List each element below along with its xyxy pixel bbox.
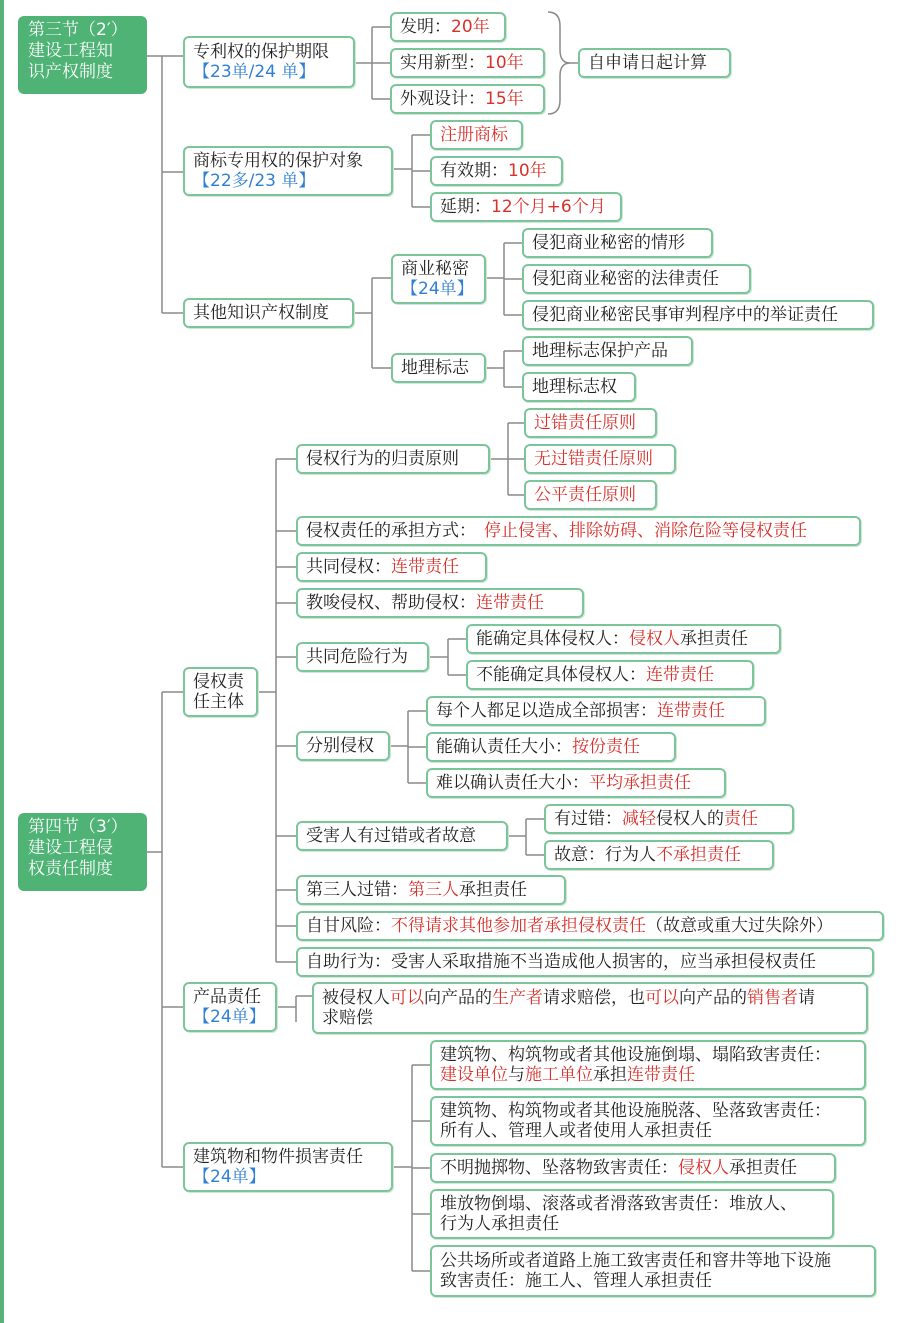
- patent-protection-node: [183, 36, 355, 88]
- building-item-3-red: 侵权人: [678, 1158, 729, 1178]
- imputation-principle-node: [296, 444, 490, 474]
- building-item-3: [430, 1153, 836, 1183]
- liability-form-node: [296, 516, 861, 546]
- product-claim-r1: 可以: [390, 988, 424, 1008]
- utility-value: 10年: [485, 53, 524, 73]
- validity-value: 10年: [508, 161, 547, 181]
- section3-title-line3: 识产权制度: [28, 62, 113, 82]
- patent-exam-tag: 【23单/24 单】: [193, 62, 316, 82]
- trade-secret-tag: 【24单】: [401, 279, 474, 299]
- self-help-node: [296, 947, 874, 977]
- utility-key: 实用新型：: [400, 53, 485, 73]
- assumption-risk-red: 不得请求其他参加者承担侵权责任: [391, 916, 646, 936]
- building-item-3-tail: 承担责任: [729, 1158, 797, 1178]
- fault-principle-node: [524, 408, 657, 438]
- building-item-1-m2: 承担: [593, 1065, 627, 1085]
- building-item-1-r2: 施工单位: [525, 1065, 593, 1085]
- building-item-1-line1: 建筑物、构筑物或者其他设施倒塌、塌陷致害责任：: [440, 1045, 831, 1065]
- third-party-red: 第三人: [408, 880, 459, 900]
- fair-principle-text: 公平责任原则: [534, 485, 636, 505]
- geo-item-2: [522, 372, 636, 402]
- joint-tort-node: [296, 552, 487, 582]
- building-item-1-line2: [440, 1065, 695, 1085]
- building-item-1-r1: 建设单位: [440, 1065, 508, 1085]
- danger-unidentified-node: [466, 660, 754, 690]
- registered-mark-text: 注册商标: [440, 125, 508, 145]
- liability-form-key: 侵权责任的承担方式：: [306, 521, 476, 541]
- victim-negligence-key: 有过错：: [554, 809, 622, 829]
- validity-key: 有效期：: [440, 161, 508, 181]
- other-ip-label: 其他知识产权制度: [193, 303, 329, 323]
- separate-item-2-key: 能确认责任大小：: [436, 737, 572, 757]
- patent-label: 专利权的保护期限: [193, 42, 329, 62]
- assumption-risk-key: 自甘风险：: [306, 916, 391, 936]
- no-fault-principle-text: 无过错责任原则: [534, 449, 653, 469]
- secret-item-3-text: 侵犯商业秘密民事审判程序中的举证责任: [532, 305, 838, 325]
- section4-title-line1: 第四节（3′）: [28, 817, 128, 837]
- building-item-5-line2: 致害责任：施工人、管理人承担责任: [440, 1271, 712, 1291]
- building-damage-label: 建筑物和物件损害责任: [193, 1147, 363, 1167]
- utility-model-term-node: [390, 48, 545, 78]
- danger-identified-tail: 承担责任: [680, 629, 748, 649]
- trade-secret-label: 商业秘密: [401, 259, 469, 279]
- abet-tort-value: 连带责任: [476, 593, 544, 613]
- design-term-node: [390, 84, 545, 114]
- trademark-exam-tag: 【22多/23 单】: [193, 171, 316, 191]
- product-claim-r2: 生产者: [492, 988, 543, 1008]
- validity-node: [430, 156, 563, 186]
- victim-fault-label: 受害人有过错或者故意: [306, 826, 476, 846]
- danger-unidentified-value: 连带责任: [646, 665, 714, 685]
- liability-subject-line1: 侵权责: [193, 672, 244, 692]
- product-liability-label: 产品责任: [193, 987, 261, 1007]
- secret-item-1: [522, 228, 713, 258]
- building-item-5-line1: 公共场所或者道路上施工致害责任和窨井等地下设施: [440, 1251, 831, 1271]
- building-item-4-line1: 堆放物倒塌、滚落或者滑落致害责任：堆放人、: [440, 1194, 797, 1214]
- geo-indication-label: 地理标志: [401, 358, 469, 378]
- product-claim-t5: 请: [798, 988, 815, 1008]
- section3-title: [18, 16, 147, 94]
- separate-item-3: [426, 768, 726, 798]
- product-claim-line1: [322, 988, 815, 1008]
- building-item-2-line2: 所有人、管理人或者使用人承担责任: [440, 1121, 712, 1141]
- liability-form-value: 停止侵害、排除妨碍、消除危险等侵权责任: [484, 521, 807, 541]
- building-damage-tag: 【24单】: [193, 1167, 266, 1187]
- victim-negligence-red1: 减轻: [622, 809, 656, 829]
- extension-key: 延期：: [440, 197, 491, 217]
- invention-key: 发明：: [400, 17, 451, 37]
- secret-item-2-text: 侵犯商业秘密的法律责任: [532, 269, 719, 289]
- no-fault-principle-node: [524, 444, 676, 474]
- building-item-1-r3: 连带责任: [627, 1065, 695, 1085]
- danger-unidentified-key: 不能确定具体侵权人：: [476, 665, 646, 685]
- trademark-node: [183, 146, 393, 196]
- separate-item-1-value: 连带责任: [657, 701, 725, 721]
- liability-subject-node: [183, 667, 258, 717]
- danger-identified-red: 侵权人: [629, 629, 680, 649]
- separate-item-1-key: 每个人都足以造成全部损害：: [436, 701, 657, 721]
- assumption-risk-tail: （故意或重大过失除外）: [646, 916, 833, 936]
- design-value: 15年: [485, 89, 524, 109]
- separate-item-1: [426, 696, 766, 726]
- building-item-1-m1: 与: [508, 1065, 525, 1085]
- secret-item-3: [522, 300, 874, 330]
- from-filing-date-node: [578, 48, 731, 78]
- building-item-2: [430, 1096, 866, 1146]
- joint-tort-value: 连带责任: [391, 557, 459, 577]
- third-party-key: 第三人过错：: [306, 880, 408, 900]
- building-item-2-line1: 建筑物、构筑物或者其他设施脱落、坠落致害责任：: [440, 1101, 831, 1121]
- section4-title: [18, 813, 147, 891]
- victim-negligence-red2: 责任: [724, 809, 758, 829]
- product-claim-t4: 向产品的: [679, 988, 747, 1008]
- extension-node: [430, 192, 622, 222]
- geo-item-2-text: 地理标志权: [532, 377, 617, 397]
- product-claim-t1: 被侵权人: [322, 988, 390, 1008]
- separate-item-3-key: 难以确认责任大小：: [436, 773, 589, 793]
- fault-principle-text: 过错责任原则: [534, 413, 636, 433]
- secret-item-1-text: 侵犯商业秘密的情形: [532, 233, 685, 253]
- imputation-principle-label: 侵权行为的归责原则: [306, 449, 459, 469]
- product-claim-t2: 向产品的: [424, 988, 492, 1008]
- building-damage-node: [183, 1142, 393, 1192]
- trademark-label: 商标专用权的保护对象: [193, 151, 363, 171]
- building-item-5: [430, 1245, 876, 1297]
- self-help-text: 自助行为：受害人采取措施不当造成他人损害的，应当承担侵权责任: [306, 952, 816, 972]
- building-item-4: [430, 1189, 834, 1239]
- joint-danger-node: [296, 642, 429, 672]
- liability-subject-line2: 任主体: [193, 692, 244, 712]
- victim-intent-value: 不承担责任: [656, 845, 741, 865]
- geo-item-1-text: 地理标志保护产品: [532, 341, 668, 361]
- extension-value: 12个月+6个月: [491, 197, 606, 217]
- from-filing-date-text: 自申请日起计算: [588, 53, 707, 73]
- invention-value: 20年: [451, 17, 490, 37]
- product-claim-t3: 请求赔偿，也: [543, 988, 645, 1008]
- product-liability-node: [183, 982, 277, 1032]
- section3-title-line2: 建设工程知: [28, 41, 113, 61]
- danger-identified-node: [466, 624, 781, 654]
- fair-principle-node: [524, 480, 657, 510]
- geo-item-1: [522, 336, 693, 366]
- assumption-risk-node: [296, 911, 884, 941]
- design-key: 外观设计：: [400, 89, 485, 109]
- section4-title-line3: 权责任制度: [28, 859, 113, 879]
- building-item-3-key: 不明抛掷物、坠落物致害责任：: [440, 1158, 678, 1178]
- separate-item-3-value: 平均承担责任: [589, 773, 691, 793]
- abet-tort-key: 教唆侵权、帮助侵权：: [306, 593, 476, 613]
- joint-tort-key: 共同侵权：: [306, 557, 391, 577]
- product-claim-node: [312, 982, 868, 1034]
- joint-danger-label: 共同危险行为: [306, 647, 408, 667]
- product-liability-tag: 【24单】: [193, 1007, 266, 1027]
- geo-indication-node: [391, 353, 486, 383]
- victim-negligence-mid: 侵权人的: [656, 809, 724, 829]
- separate-tort-node: [296, 731, 390, 761]
- invention-term-node: [390, 12, 506, 42]
- section3-title-line1: 第三节（2′）: [28, 20, 128, 40]
- trade-secret-node: [391, 254, 486, 304]
- other-ip-node: [183, 298, 354, 328]
- third-party-node: [296, 875, 566, 905]
- building-item-1: [430, 1040, 866, 1090]
- third-party-tail: 承担责任: [459, 880, 527, 900]
- victim-fault-node: [296, 821, 508, 851]
- victim-negligence-node: [544, 804, 794, 834]
- danger-identified-key: 能确定具体侵权人：: [476, 629, 629, 649]
- separate-item-2-value: 按份责任: [572, 737, 640, 757]
- product-claim-r3: 可以: [645, 988, 679, 1008]
- registered-mark-node: [430, 120, 523, 150]
- victim-intent-node: [544, 840, 774, 870]
- secret-item-2: [522, 264, 751, 294]
- separate-tort-label: 分别侵权: [306, 736, 374, 756]
- section4-title-line2: 建设工程侵: [28, 838, 113, 858]
- product-claim-line2: 求赔偿: [322, 1008, 373, 1028]
- building-item-4-line2: 行为人承担责任: [440, 1214, 559, 1234]
- victim-intent-key: 故意：行为人: [554, 845, 656, 865]
- abet-tort-node: [296, 588, 584, 618]
- product-claim-r4: 销售者: [747, 988, 798, 1008]
- separate-item-2: [426, 732, 676, 762]
